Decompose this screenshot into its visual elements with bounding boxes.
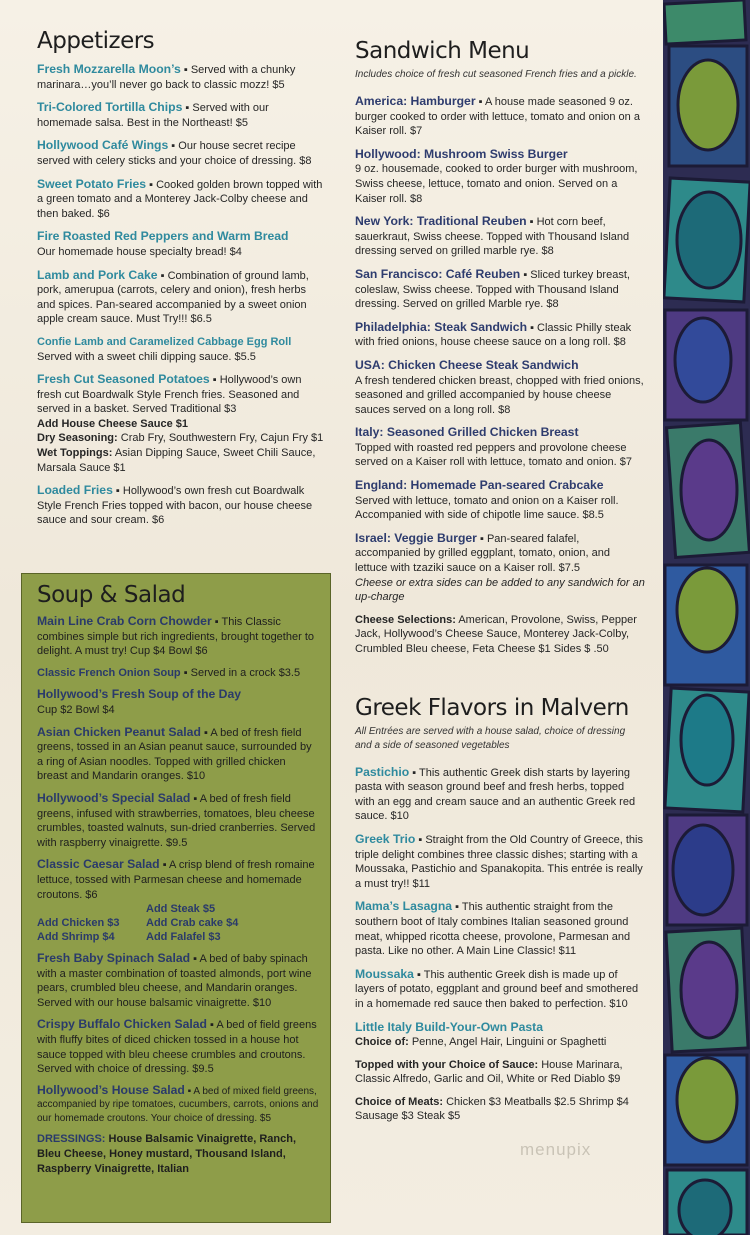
mosaic-pattern	[663, 0, 750, 1235]
menu-item: New York: Traditional Reuben ▪ Hot corn beef, sauerkraut, Swiss cheese. Topped with Thousand Island dressing served on grilled marble rye. $8	[355, 214, 630, 258]
pasta-choice-text: Penne, Angel Hair, Linguini or Spaghetti	[411, 1036, 607, 1049]
item-name: Loaded Fries	[37, 483, 113, 498]
cheese-selections	[355, 613, 645, 657]
addon-chicken: Add Chicken $3	[37, 917, 120, 930]
item-name: Israel: Veggie Burger	[355, 530, 477, 545]
cheese-label: Cheese Selections:	[355, 613, 456, 626]
menu-item: Hollywood Café Wings ▪ Our house secret recipe served with celery sticks and your choice of dressing. $8	[37, 138, 312, 167]
item-desc: A bed of fresh field greens, tossed in an Asian peanut sauce, surrounded by a ring of Asian noodles. Topped with grilled chicken breast and Mandarin oranges. $10	[37, 726, 312, 783]
menu-item: Philadelphia: Steak Sandwich ▪ Classic Philly steak with fried onions, house cheese sauce on a long roll. $8	[355, 319, 632, 349]
item-name: England: Homemade Pan-seared Crabcake	[355, 478, 604, 493]
watermark: menupix	[520, 1140, 592, 1159]
menu-item	[355, 425, 645, 470]
item-desc: Hollywood’s own fresh cut Boardwalk Style French Fries topped with bacon, our house cheese sauce and sour cream. $6	[37, 485, 313, 527]
sandwich-section	[355, 38, 645, 1132]
menu-item: Crispy Buffalo Chicken Salad ▪ A bed of field greens with fluffy bites of diced chicken tossed in a house hot sauce topped with bleu cheese crumbles and croutons. Served with choice of dressing. $9.5	[37, 1017, 317, 1076]
dressings-text: House Balsamic Vinaigrette, Ranch, Bleu Cheese, Honey mustard, Thousand Island, Raspberry Vinaigrette, Italian	[37, 1133, 297, 1175]
sauce-choice	[355, 1058, 645, 1087]
item-desc: Cup $2 Bowl $4	[37, 703, 115, 716]
sauce-text: House Marinara, Classic Alfredo, Garlic and Oil, White or Red Diablo $9	[355, 1058, 623, 1086]
menu-item: Mama’s Lasagna ▪ This authentic straight from the southern boot of Italy combines Italian seasoned ground meat, whipped ricotta cheese, provolone, Parmesan and pasta. Like no other. A Main Line Classic! $11	[355, 899, 631, 958]
item-desc: Sliced turkey breast, coleslaw, Swiss cheese. Topped with Thousand Island dressing. Served on grilled Marble rye. $8	[355, 268, 630, 311]
item-name: San Francisco: Café Reuben	[355, 266, 521, 281]
pasta-builder	[355, 1020, 645, 1050]
item-desc: Straight from the Old Country of Greece, this triple delight combines three classic dishes; starting with a Moussaka, Pastichio and Spanakopita. This entrée is really a must try!! $11	[355, 833, 643, 890]
item-name: Fresh Baby Spinach Salad	[37, 951, 191, 966]
wet-label: Wet Toppings:	[37, 447, 113, 460]
menu-item: Main Line Crab Corn Chowder ▪ This Classic combines simple but rich ingredients, brought together to delight. A must try! Cup $4 Bowl $6	[37, 614, 314, 658]
menu-item	[355, 358, 645, 417]
menu-item: Pastichio ▪ This authentic Greek dish starts by layering pasta with season ground beef and fresh herbs, topped with an egg and cream sauce and an authentic Greek red sauce. $10	[355, 764, 636, 823]
item-name: Classic Caesar Salad	[37, 857, 160, 872]
item-desc: Our house secret recipe served with celery sticks and your choice of dressing. $8	[37, 140, 312, 167]
item-desc: Hollywood’s own fresh cut Boardwalk Style French fries. Seasoned and served in a basket. Served Traditional $3	[37, 374, 302, 416]
pasta-choice-label: Choice of:	[355, 1036, 409, 1049]
item-name: Moussaka	[355, 966, 414, 981]
item-desc: This authentic Greek dish starts by layering pasta with season ground beef and fresh herbs, topped with an egg and cream sauce and an authentic Greek red sauce. $10	[355, 766, 636, 823]
item-desc: Hot corn beef, sauerkraut, Swiss cheese. Topped with Thousand Island dressing served on grilled marble rye. $8	[355, 216, 630, 258]
meat-choice	[355, 1095, 645, 1124]
item-desc: Served with a sweet chili dipping sauce. $5.5	[37, 350, 256, 363]
item-name: Hollywood’s House Salad	[37, 1082, 185, 1097]
item-desc: Classic Philly steak with fried onions, house cheese sauce on a long roll. $8	[355, 321, 632, 349]
meats-label: Choice of Meats:	[355, 1095, 444, 1108]
menu-item: Fresh Mozzarella Moon’s ▪ Served with a chunky marinara…you’ll never go back to classic mozz! $5	[37, 62, 296, 91]
item-name: America: Hamburger	[355, 94, 476, 108]
item-desc: A bed of baby spinach with a master combination of toasted almonds, port wine pears, crumbled bleu cheese, and Mandarin oranges. Served with our house balsamic vinaigrette. $10	[37, 953, 312, 1009]
menu-item: Classic Caesar Salad ▪ A crisp blend of fresh romaine lettuce, tossed with Parmesan cheese and homemade croutons. $6 Add Steak $5 Add Chicken $3 Add Crab cake $4 Add Shrimp $4 Add Falafel $3	[37, 857, 319, 944]
extras-note: Cheese or extra sides can be added to any sandwich for an up-charge	[355, 576, 645, 604]
menu-item: Lamb and Pork Cake ▪ Combination of ground lamb, pork, amerupua (carrots, celery and onion), fresh herbs and spices. Pan-seared accompanied by a sweet onion apple cream sauce. Must Try!!! $6.5	[37, 267, 309, 326]
addon-steak: Add Steak $5	[146, 903, 216, 916]
menu-item	[37, 335, 325, 364]
item-name: Fresh Mozzarella Moon’s	[37, 62, 181, 76]
item-name: Asian Chicken Peanut Salad	[37, 724, 201, 739]
menu-item: San Francisco: Café Reuben ▪ Sliced turkey breast, coleslaw, Swiss cheese. Topped with Thousand Island dressing. Served on grilled Marble rye. $8	[355, 266, 630, 311]
item-desc: This authentic Greek dish is made up of layers of potato, eggplant and ground beef and smothered in a homemade red sauce then baked to perfection. $10	[355, 968, 639, 1010]
menu-item: Asian Chicken Peanut Salad ▪ A bed of fresh field greens, tossed in an Asian peanut sauce, surrounded by a ring of Asian noodles. Topped with grilled chicken breast and Mandarin oranges. $10	[37, 724, 312, 783]
menu-item: Hollywood’s Special Salad ▪ A bed of fresh field greens, infused with strawberries, tomatoes, bleu cheese crumbles, toasted walnuts, sun-dried cranberries. Served with raspberry vinaigrette. $9.5	[37, 790, 316, 849]
dry-label: Dry Seasoning:	[37, 432, 118, 445]
menu-item: Loaded Fries ▪ Hollywood’s own fresh cut Boardwalk Style French Fries topped with bacon, our house cheese sauce and sour cream. $6	[37, 483, 313, 527]
addon-shrimp: Add Shrimp $4	[37, 931, 115, 944]
salad-addons	[37, 902, 319, 944]
appetizers-section	[37, 28, 325, 536]
item-desc: Cooked golden brown topped with a green tomato and a Monterey Jack-Colby cheese and then baked. $6	[37, 178, 323, 220]
item-name: Sweet Potato Fries	[37, 176, 147, 191]
item-name: Tri-Colored Tortilla Chips	[37, 100, 183, 115]
menu-item: Moussaka ▪ This authentic Greek dish is made up of layers of potato, eggplant and ground beef and smothered in a homemade red sauce then baked to perfection. $10	[355, 966, 639, 1010]
menu-item: Greek Trio ▪ Straight from the Old Country of Greece, this triple delight combines three classic dishes; starting with a Moussaka, Pastichio and Spanakopita. This entrée is really a must try!! $11	[355, 831, 643, 890]
item-desc: Served in a crock $3.5	[190, 666, 301, 679]
menu-item	[355, 478, 645, 523]
item-desc: Served with lettuce, tomato and onion on a Kaiser roll. Accompanied with side of chipotle lime sauce. $8.5	[355, 494, 619, 522]
item-name: Classic French Onion Soup	[37, 666, 181, 679]
item-name: USA: Chicken Cheese Steak Sandwich	[355, 357, 579, 372]
meats-text: Chicken $3 Meatballs $2.5 Shrimp $4 Sausage $3 Steak $5	[355, 1095, 629, 1123]
menu-item: Hollywood’s House Salad ▪ A bed of mixed field greens, accompanied by ripe tomatoes, cucumbers, carrots, onions and our homemade croutons. Your choice of dressing. $5	[37, 1082, 319, 1124]
item-desc: Combination of ground lamb, pork, amerupua (carrots, celery and onion), fresh herbs and spices. Pan-seared accompanied by a sweet onion apple cream sauce. Must Try!!! $6.5	[37, 269, 309, 326]
pasta-title: Little Italy Build-Your-Own Pasta	[355, 1019, 544, 1034]
add-cheese-note: Add House Cheese Sauce $1	[37, 417, 189, 430]
item-name: Mama’s Lasagna	[355, 899, 453, 914]
item-desc: A bed of mixed field greens, accompanied by ripe tomatoes, cucumbers, carrots, onions and our homemade croutons. Your choice of dressing. $5	[37, 1085, 319, 1124]
item-name: Hollywood’s Fresh Soup of the Day	[37, 687, 242, 702]
dry-text: Crab Fry, Southwestern Fry, Cajun Fry $1	[120, 432, 324, 445]
item-desc: 9 oz. housemade, cooked to order burger with mushroom, Swiss cheese, lettuce, tomato and onion. Served on a Kaiser roll. $8	[355, 163, 638, 205]
item-desc: Topped with roasted red peppers and provolone cheese served on a Kaiser roll with lettuce, tomato and onion. $7	[355, 441, 632, 469]
dressings-label: DRESSINGS:	[37, 1133, 106, 1146]
menu-item: Fresh Baby Spinach Salad ▪ A bed of baby spinach with a master combination of toasted almonds, port wine pears, crumbled bleu cheese, and Mandarin oranges. Served with our house balsamic vinaigrette. $10	[37, 951, 312, 1009]
soup-salad-box	[21, 573, 331, 1223]
item-name: Hollywood Café Wings	[37, 138, 169, 153]
decorative-border	[663, 0, 750, 1235]
sandwich-subtitle: Includes choice of fresh cut seasoned French fries and a pickle.	[355, 69, 637, 80]
item-name: Philadelphia: Steak Sandwich	[355, 319, 528, 334]
cheese-text: American, Provolone, Swiss, Pepper Jack, Hollywood’s Cheese Sauce, Monterey Jack-Colby, Crumbled Bleu cheese, Feta Cheese $1 Sides $ .50	[355, 613, 637, 655]
item-name: Pastichio	[355, 764, 410, 779]
item-name: Fire Roasted Red Peppers and Warm Bread	[37, 229, 289, 244]
menu-item: Classic French Onion Soup ▪ Served in a crock $3.5	[37, 666, 301, 679]
menu-item	[37, 229, 325, 259]
greek-title: Greek Flavors in Malvern	[355, 694, 629, 721]
greek-subtitle: All Entrées are served with a house salad, choice of dressing and a side of seasoned vegetables	[355, 725, 626, 751]
item-name: Main Line Crab Corn Chowder	[37, 614, 212, 628]
item-name: Hollywood’s Special Salad	[37, 790, 191, 805]
item-name: Lamb and Pork Cake	[37, 267, 158, 282]
addon-falafel: Add Falafel $3	[146, 931, 221, 944]
item-desc: A bed of field greens with fluffy bites of diced chicken tossed in a house hot sauce topped with bleu cheese crumbles and croutons. Served with choice of dressing. $9.5	[37, 1019, 317, 1076]
item-name: Greek Trio	[355, 831, 416, 846]
menu-item	[37, 687, 319, 717]
item-desc: This authentic straight from the southern boot of Italy combines Italian seasoned ground meat, whipped ricotta cheese, provolone, Parmesan and pasta. Like no other. A Main Line Classic! $11	[355, 901, 631, 958]
soup-salad-title: Soup & Salad	[37, 582, 186, 608]
menu-item: Israel: Veggie Burger ▪ Pan-seared falafel, accompanied by grilled eggplant, tomato, onion, and lettuce with tzaziki sauce on a Kaiser roll. $7.5 Cheese or extra sides can be added to any sandwich for an up-charge	[355, 530, 645, 604]
appetizers-title: Appetizers	[37, 28, 155, 54]
item-desc: Served with a chunky marinara…you’ll never go back to classic mozz! $5	[37, 64, 296, 91]
menu-item: Fresh Cut Seasoned Potatoes ▪ Hollywood’s own fresh cut Boardwalk Style French fries. Seasoned and served in a basket. Served Traditional $3 Add House Cheese Sauce $1 Dry Seasoning: Crab Fry, Southwestern Fry, Cajun Fry $1 Wet Toppings: Asian Dipping Sauce, Sweet Chili Sauce, Marsala Sauce $1	[37, 372, 324, 474]
item-desc: A crisp blend of fresh romaine lettuce, tossed with Parmesan cheese and homemade croutons. $6	[37, 859, 315, 901]
item-desc: Pan-seared falafel, accompanied by grilled eggplant, tomato, onion, and lettuce with tzaziki sauce on a Kaiser roll. $7.5	[355, 532, 611, 575]
item-name: Italy: Seasoned Grilled Chicken Breast	[355, 425, 579, 440]
item-name: New York: Traditional Reuben	[355, 214, 527, 229]
sandwich-title: Sandwich Menu	[355, 38, 530, 64]
item-desc: Served with our homemade salsa. Best in the Northeast! $5	[37, 102, 269, 129]
item-desc: Our homemade house specialty bread! $4	[37, 245, 242, 258]
item-name: Confie Lamb and Caramelized Cabbage Egg Roll	[37, 335, 292, 348]
dressings	[37, 1132, 319, 1176]
item-desc: This Classic combines simple but rich ingredients, brought together to delight. A must try! Cup $4 Bowl $6	[37, 616, 314, 658]
item-name: Crispy Buffalo Chicken Salad	[37, 1017, 207, 1032]
item-name: Hollywood: Mushroom Swiss Burger	[355, 146, 568, 161]
addon-crab: Add Crab cake $4	[146, 917, 239, 930]
menu-item: Tri-Colored Tortilla Chips ▪ Served with our homemade salsa. Best in the Northeast! $5	[37, 100, 269, 129]
item-desc: A fresh tendered chicken breast, chopped with fried onions, seasoned and grilled accompanied by house cheese sauces served on a long roll. $8	[355, 374, 644, 416]
item-desc: A house made seasoned 9 oz. burger cooked to order with lettuce, tomato and onion on a Kaiser roll. $7	[355, 96, 640, 138]
menu-item: Sweet Potato Fries ▪ Cooked golden brown topped with a green tomato and a Monterey Jack-Colby cheese and then baked. $6	[37, 176, 323, 220]
item-desc: A bed of fresh field greens, infused with strawberries, tomatoes, bleu cheese crumbles, toasted walnuts, sun-dried cranberries. Served with raspberry vinaigrette. $9.5	[37, 792, 316, 849]
sauce-label: Topped with your Choice of Sauce:	[355, 1058, 539, 1071]
item-name: Fresh Cut Seasoned Potatoes	[37, 372, 210, 387]
menu-item	[355, 147, 645, 206]
wet-text: Asian Dipping Sauce, Sweet Chili Sauce, Marsala Sauce $1	[37, 447, 316, 474]
menu-item: America: Hamburger ▪ A house made seasoned 9 oz. burger cooked to order with lettuce, tomato and onion on a Kaiser roll. $7	[355, 94, 640, 138]
